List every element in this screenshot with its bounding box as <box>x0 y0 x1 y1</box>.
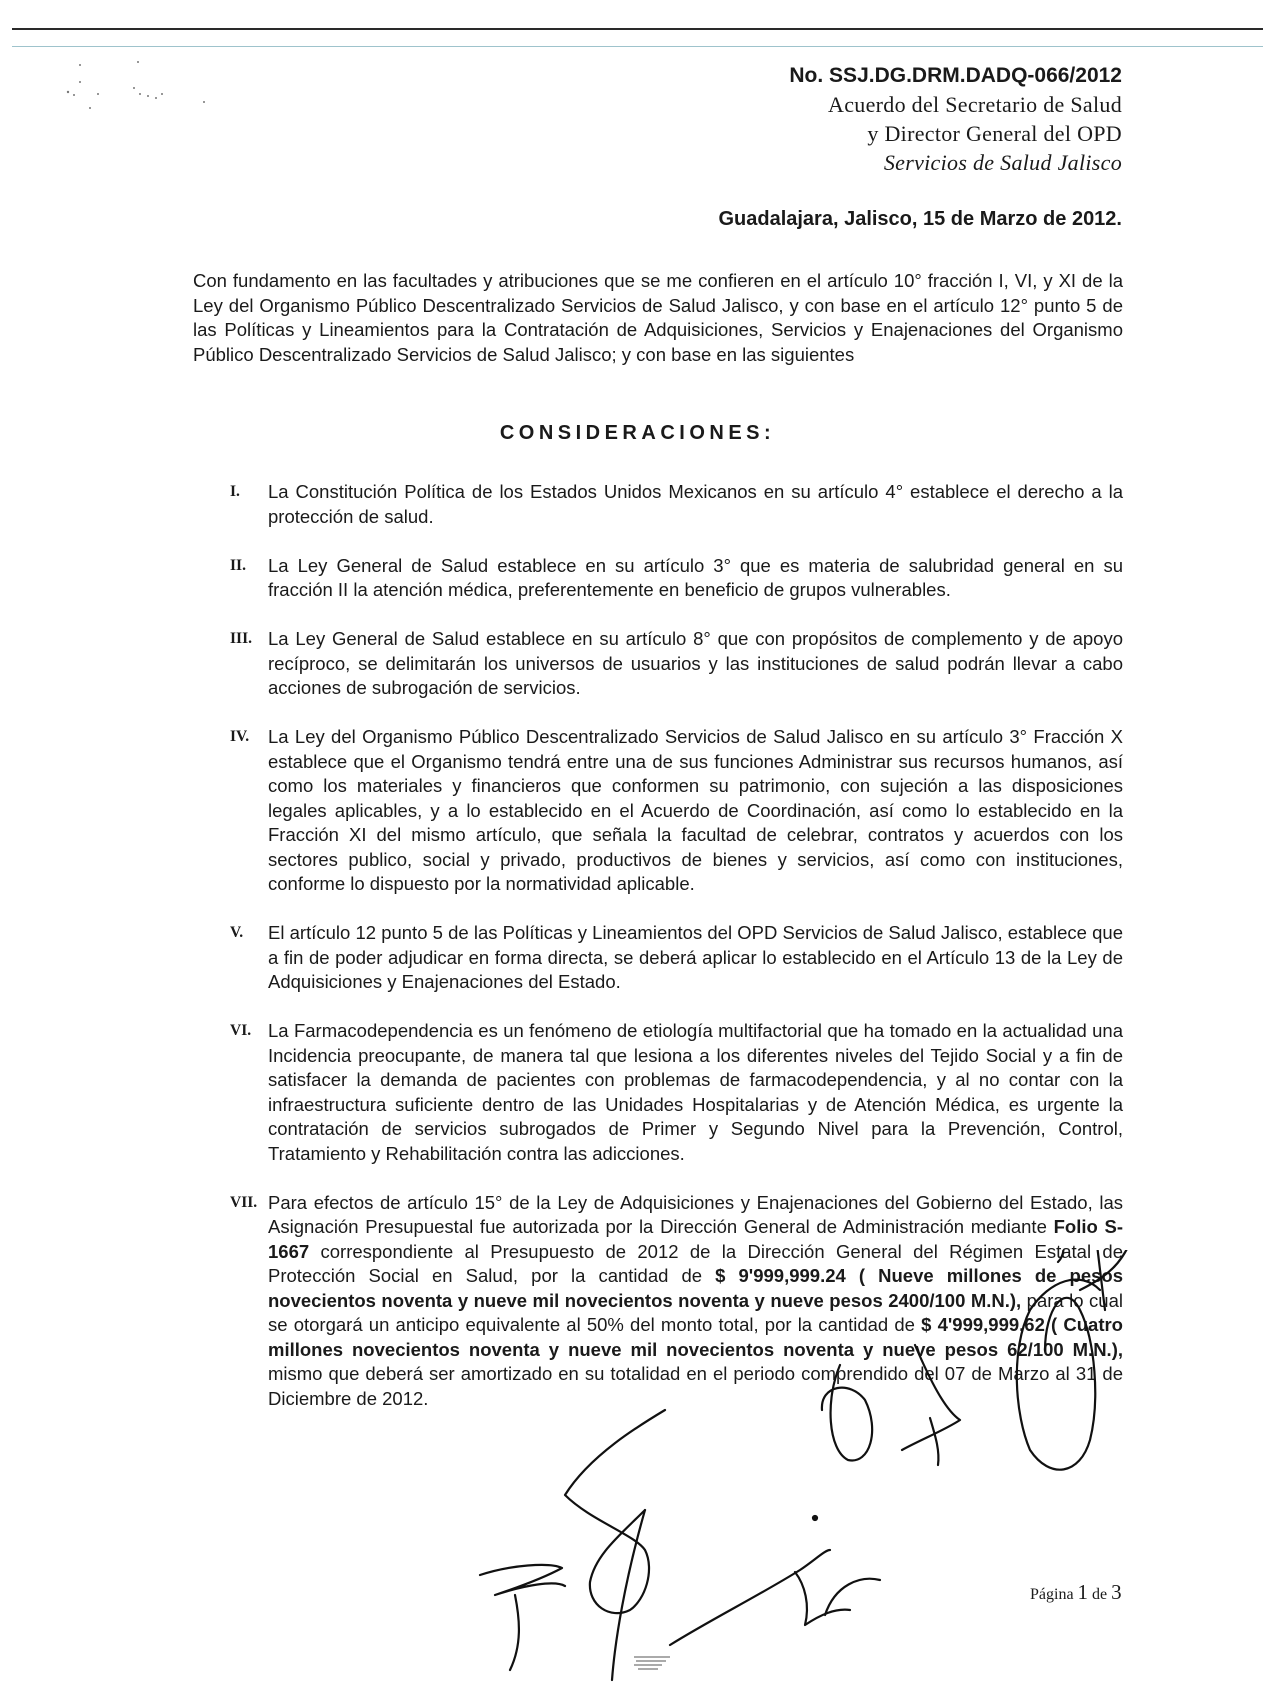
item-text: El artículo 12 punto 5 de las Políticas y Lineamientos del OPD Servicios de Salud Jalisco, establece que a fin de poder adjudicar en forma directa, se deberá aplicar lo establecido en el Artículo 13 de la Ley de Adquisiciones y Enajenaciones del Estado. <box>268 922 1123 992</box>
consideration-item <box>230 627 1123 701</box>
item-text: La Farmacodependencia es un fenómeno de etiología multifactorial que ha tomado en la actualidad una Incidencia preocupante, de manera tal que lesiona a los diferentes niveles del Tejido Social y a fin de satisfacer la demanda de pacientes con problemas de farmacodependencia, y al no contar con la infraestructura suficiente dentro de las Unidades Hospitalarias y de Atención Médica, es urgente la contratación de servicios subrogados de Primer y Segundo Nivel para la Prevención, Control, Tratamiento y Rehabilitación contra las adicciones. <box>268 1020 1123 1164</box>
item-numeral: IV. <box>230 728 250 745</box>
item-text: La Ley del Organismo Público Descentralizado Servicios de Salud Jalisco en su artículo 3° Fracción X establece que el Organismo tendrá entre una de sus funciones Administrar sus recursos humanos, así como los materiales y financieros que conformen su patrimonio, con sujeción a las disposiciones legales aplicables, y a lo establecido en el Acuerdo de Coordinación, así como lo establecido en la Fracción XI del mismo artículo, que señala la facultad de celebrar, contratos y acuerdos con los sectores publico, social y privado, productivos de bienes y servicios, así como con instituciones, conforme lo dispuesto por la normatividad aplicable. <box>268 726 1123 894</box>
page-current: 1 <box>1077 1580 1089 1604</box>
advance-amount: $ 4'999,999.62 ( Cuatro millones novecientos noventa y nueve mil novecientos noventa y nueve pesos 62/100 M.N.), <box>268 1314 1123 1360</box>
item-text-part: para lo cual se otorgará un anticipo equivalente al 50% del monto total, por la cantidad de <box>268 1289 1123 1335</box>
document-header <box>789 62 1122 177</box>
consideration-item <box>230 725 1123 897</box>
item-numeral: III. <box>230 630 252 647</box>
page-number <box>1030 1580 1122 1605</box>
page-separator: de <box>1092 1586 1108 1603</box>
total-amount: $ 9'999,999.24 ( Nueve millones de pesos novecientos noventa y nueve mil novecientos noventa y nueve pesos 2400/100 M.N.), <box>268 1265 1123 1311</box>
consideration-item <box>230 921 1123 995</box>
item-text: La Constitución Política de los Estados Unidos Mexicanos en su artículo 4° establece el derecho a la protección de salud. <box>268 481 1123 527</box>
item-numeral: VI. <box>230 1022 252 1039</box>
item-text-part: correspondiente al Presupuesto de 2012 de la Dirección General del Régimen Estatal de Protección Social en Salud, por la cantidad de <box>268 1240 1123 1286</box>
item-numeral: I. <box>230 483 240 500</box>
page-total: 3 <box>1111 1580 1122 1604</box>
consideration-item <box>230 1019 1123 1166</box>
header-title-line-1: Acuerdo del Secretario de Salud <box>828 92 1122 117</box>
scan-artifact-dots <box>60 60 220 120</box>
page-label: Página <box>1030 1586 1074 1603</box>
header-title-line-2: y Director General del OPD <box>867 121 1122 146</box>
item-numeral: V. <box>230 924 244 941</box>
item-text-part: mismo que deberá ser amortizado en su totalidad en el periodo comprendido del 07 de Marzo al 31 de Diciembre de 2012. <box>268 1363 1123 1409</box>
item-text: La Ley General de Salud establece en su artículo 8° que con propósitos de complemento y de apoyo recíproco, se delimitarán los universos de usuarios y las instituciones de salud podrán llevar a cabo acciones de subrogación de servicios. <box>268 628 1123 698</box>
item-text-part: Para efectos de artículo 15° de la Ley de Adquisiciones y Enajenaciones del Gobierno del Estado, las Asignación Presupuestal fue autorizada por la Dirección General de Administración mediante <box>268 1191 1123 1237</box>
item-numeral: VII. <box>230 1193 258 1211</box>
stamp-mark <box>632 1653 672 1675</box>
intro-paragraph: Con fundamento en las facultades y atribuciones que se me confieren en el artículo 10° fracción I, VI, y XI de la Ley del Organismo Público Descentralizado Servicios de Salud Jalisco, y con base en el artículo 12° punto 5 de las Políticas y Lineamientos para la Contratación de Adquisiciones, Servicios y Enajenaciones del Organismo Público Descentralizado Servicios de Salud Jalisco; y con base en las siguientes <box>193 270 1123 365</box>
consideration-item <box>230 554 1123 603</box>
document-date: Guadalajara, Jalisco, 15 de Marzo de 2012. <box>718 208 1122 230</box>
handwritten-signatures <box>440 1250 1240 1690</box>
item-numeral: II. <box>230 556 246 574</box>
section-title: CONSIDERACIONES: <box>499 422 776 444</box>
item-text: La Ley General de Salud establece en su artículo 3° que es materia de salubridad general en su fracción II la atención médica, preferentemente en beneficio de grupos vulnerables. <box>268 554 1123 600</box>
document-number: No. SSJ.DG.DRM.DADQ-066/2012 <box>789 64 1122 87</box>
header-title-line-3: Servicios de Salud Jalisco <box>883 150 1122 175</box>
folio-number: Folio S-1667 <box>268 1216 1123 1262</box>
top-border-line <box>12 28 1263 30</box>
top-border-line-secondary <box>12 46 1263 47</box>
consideration-item <box>230 480 1123 529</box>
